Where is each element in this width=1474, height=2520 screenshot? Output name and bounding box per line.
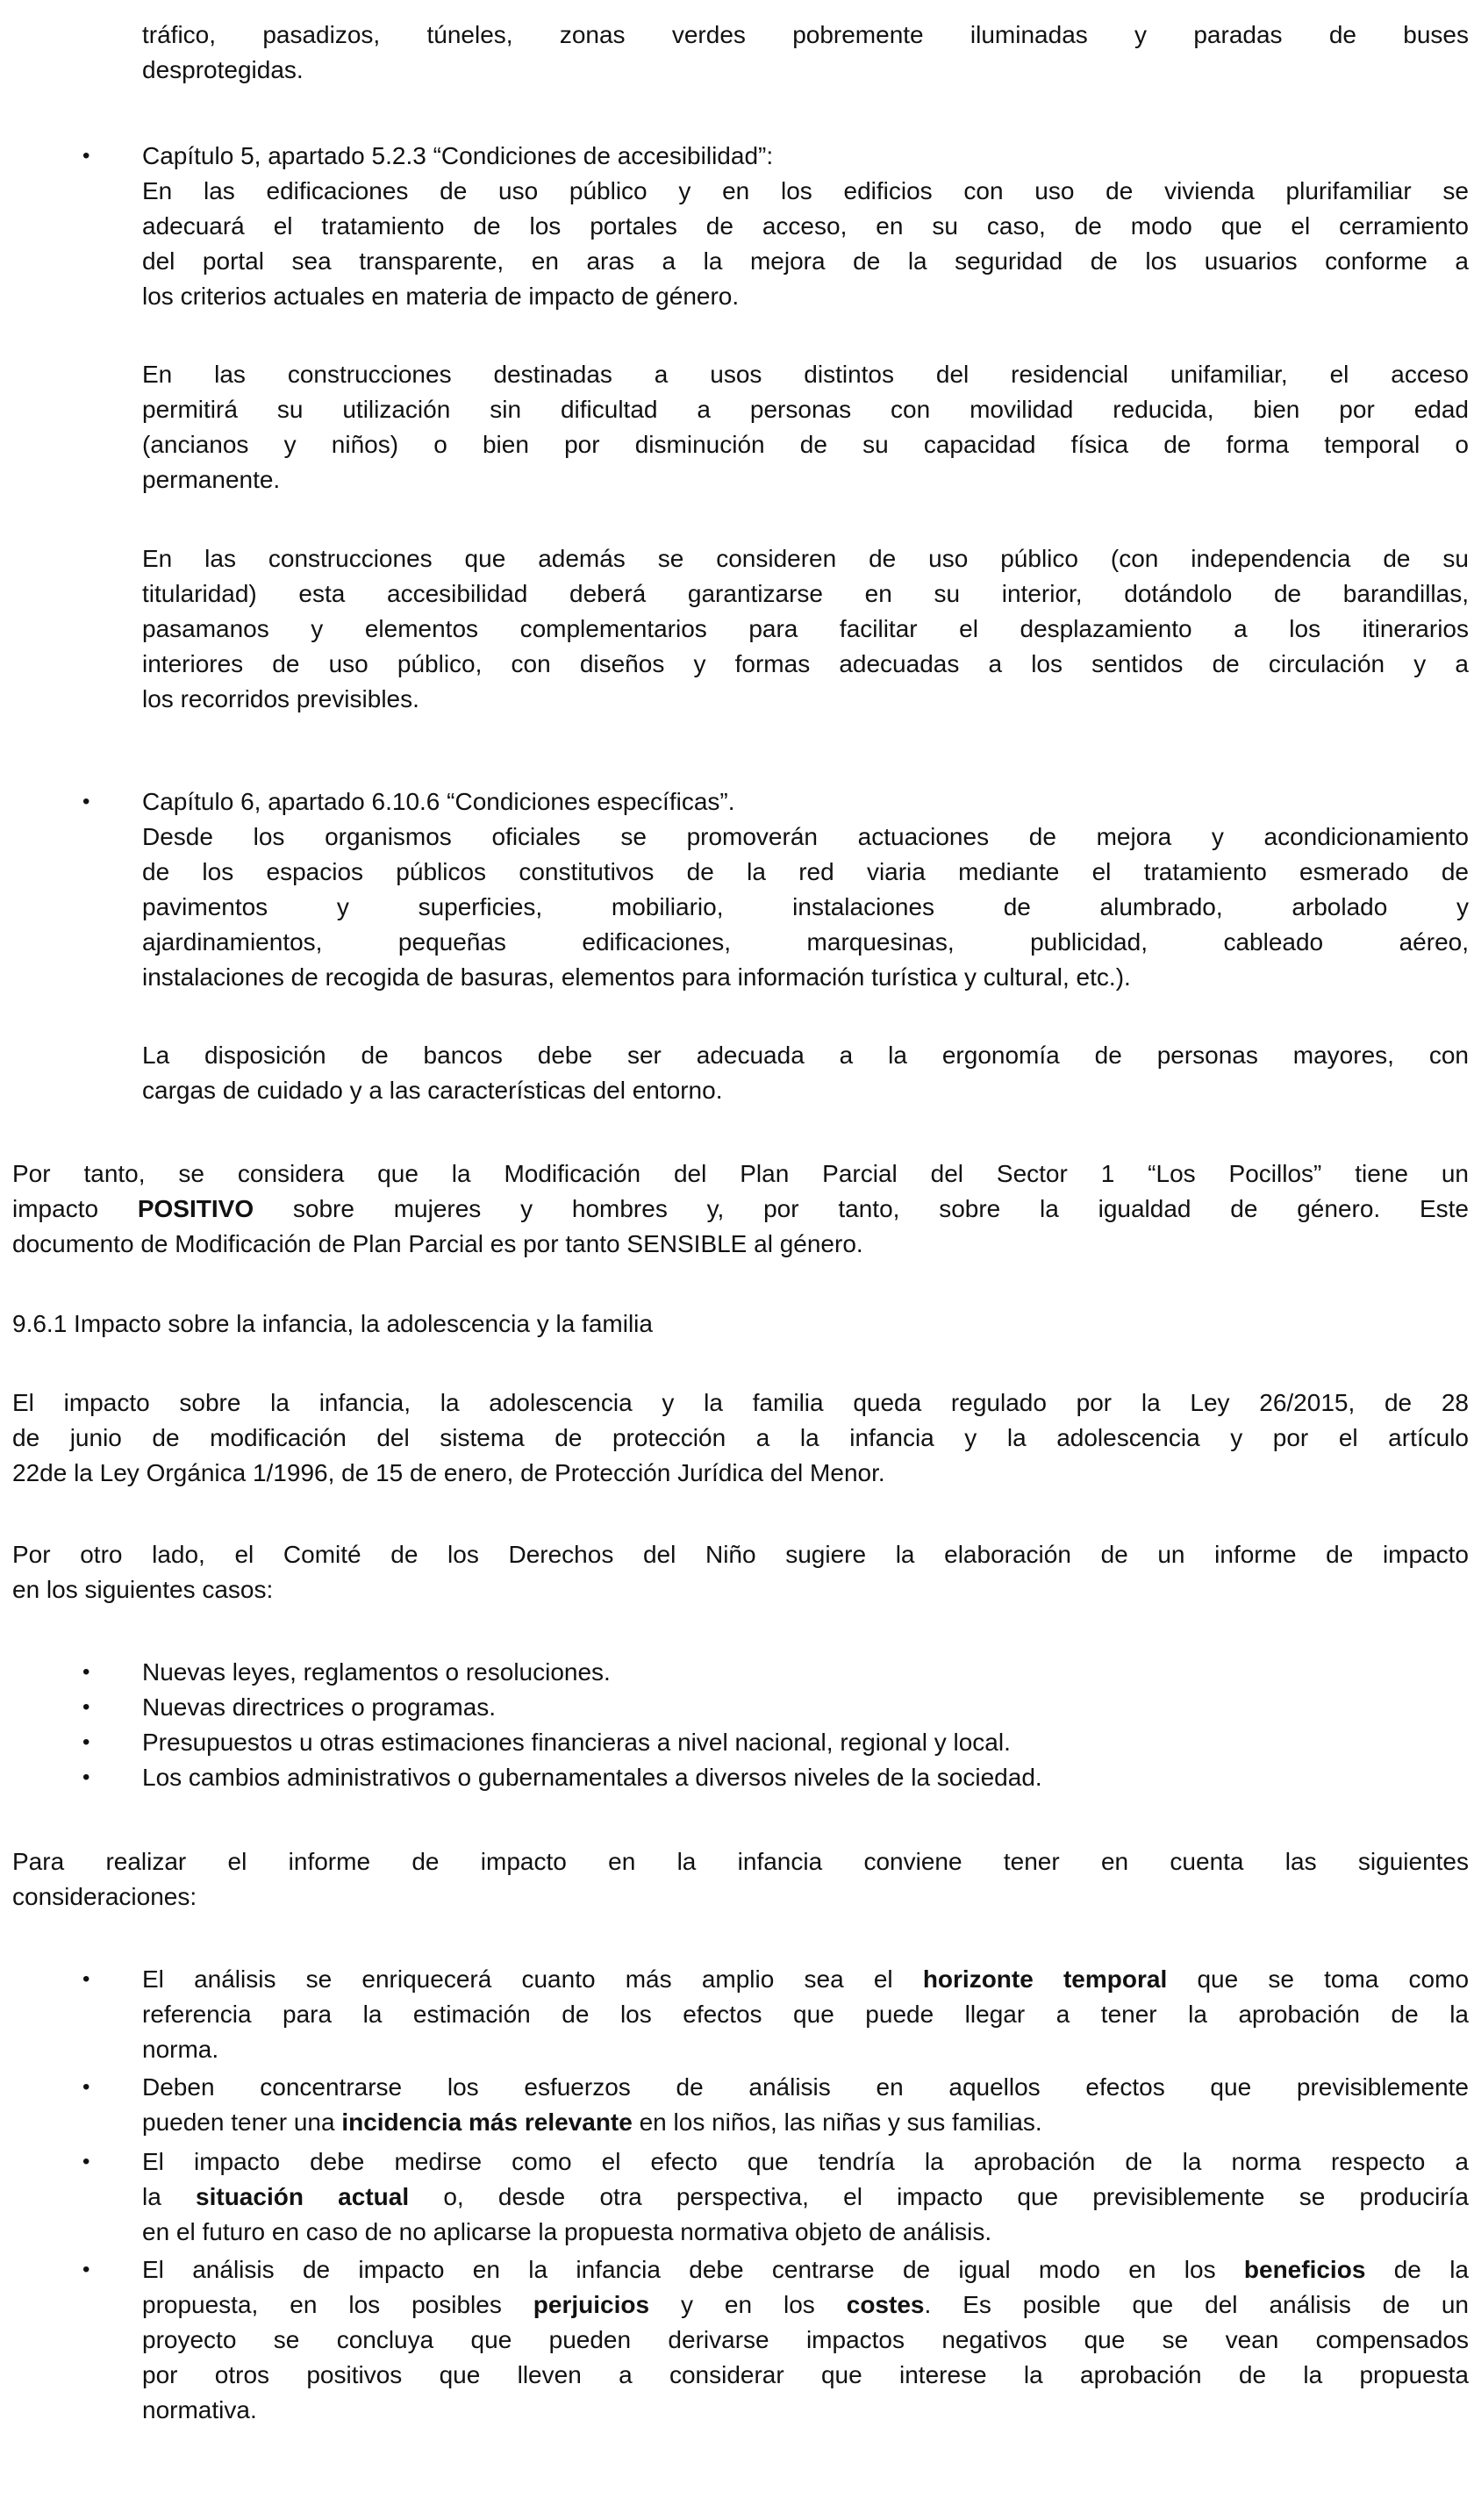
text-line bbox=[142, 279, 1469, 314]
bullet-item bbox=[82, 2144, 1470, 2250]
text: documento de Modificación de Plan Parcial es por tanto SENSIBLE al género. bbox=[12, 1230, 863, 1257]
text: (ancianos y niños) o bien por disminución de su capacidad física de forma temporal o bbox=[142, 431, 1469, 458]
text: tráfico, pasadizos, túneles, zonas verdes pobremente iluminadas y paradas de buses bbox=[142, 21, 1469, 48]
text: pasamanos y elementos complementarios para facilitar el desplazamiento a los itinerarios bbox=[142, 615, 1469, 642]
text-line bbox=[12, 1456, 1469, 1491]
text-line bbox=[12, 1572, 1469, 1607]
bullet-icon: • bbox=[82, 790, 90, 813]
text: En las construcciones que además se consideren de uso público (con independencia de su bbox=[142, 545, 1469, 572]
bullet-icon: • bbox=[82, 1967, 90, 1991]
paragraph bbox=[12, 1156, 1469, 1262]
text: pavimentos y superficies, mobiliario, instalaciones de alumbrado, arbolado y bbox=[142, 893, 1469, 920]
paragraph bbox=[12, 1385, 1469, 1491]
bullet-item bbox=[82, 1760, 1469, 1795]
text-line bbox=[142, 2215, 1469, 2250]
text-line bbox=[142, 2287, 1469, 2323]
bullet-icon: • bbox=[82, 1695, 90, 1719]
text: de junio de modificación del sistema de protección a la infancia y la adolescencia y por el artículo bbox=[12, 1424, 1469, 1451]
text: referencia para la estimación de los efectos que puede llegar a tener la aprobación de la bbox=[142, 2001, 1469, 2028]
text: desprotegidas. bbox=[142, 56, 304, 83]
bullet-item bbox=[82, 2252, 1470, 2428]
text-line bbox=[12, 1421, 1469, 1456]
text: que se toma como bbox=[1167, 1965, 1470, 1993]
bullet-item bbox=[82, 1962, 1470, 2067]
text: Desde los organismos oficiales se promoverán actuaciones de mejora y acondicionamiento bbox=[142, 823, 1469, 850]
text: El análisis de impacto en la infancia debe centrarse de igual modo en los bbox=[142, 2256, 1244, 2283]
text-line bbox=[142, 1690, 1469, 1725]
text: El impacto sobre la infancia, la adolescencia y la familia queda regulado por la Ley 26/2015, de 28 bbox=[12, 1389, 1469, 1416]
text-line bbox=[142, 357, 1469, 392]
text-line bbox=[142, 2358, 1469, 2393]
text: . Es posible que del análisis de un bbox=[924, 2291, 1470, 2318]
bullet-item bbox=[82, 2070, 1469, 2140]
bullet-item bbox=[82, 1690, 1469, 1725]
text-line bbox=[142, 1073, 1469, 1108]
text-line bbox=[142, 53, 1469, 88]
bold-text: POSITIVO bbox=[137, 1195, 254, 1222]
text: la bbox=[142, 2183, 197, 2210]
text: Los cambios administrativos o gubernamentales a diversos niveles de la sociedad. bbox=[142, 1764, 1042, 1791]
text-line bbox=[142, 1760, 1469, 1795]
text: permitirá su utilización sin dificultad a personas con movilidad reducida, bien por edad bbox=[142, 396, 1469, 423]
paragraph bbox=[142, 18, 1469, 88]
text-line bbox=[12, 1192, 1469, 1227]
text: por otros positivos que lleven a considerar que interese la aprobación de la propuesta bbox=[142, 2361, 1469, 2388]
text-line bbox=[142, 244, 1469, 279]
text-line bbox=[142, 462, 1469, 498]
text-line bbox=[142, 682, 1469, 717]
text-line bbox=[142, 1997, 1469, 2032]
text: instalaciones de recogida de basuras, elementos para información turística y cultural, etc.). bbox=[142, 963, 1131, 991]
text: Por otro lado, el Comité de los Derechos del Niño sugiere la elaboración de un informe de impacto bbox=[12, 1541, 1469, 1568]
text-line bbox=[142, 392, 1469, 427]
text-line bbox=[142, 576, 1469, 612]
bold-text: incidencia más relevante bbox=[341, 2108, 633, 2136]
text: impacto bbox=[12, 1195, 138, 1222]
text-line bbox=[142, 2144, 1469, 2180]
bold-text: perjuicios bbox=[533, 2291, 650, 2318]
text-line bbox=[142, 925, 1469, 960]
text-line bbox=[142, 1655, 1469, 1690]
text-line bbox=[142, 427, 1469, 462]
text: en el futuro en caso de no aplicarse la propuesta normativa objeto de análisis. bbox=[142, 2218, 992, 2245]
bullet-icon: • bbox=[82, 1660, 90, 1684]
text-line bbox=[142, 1962, 1469, 1997]
bullet-icon: • bbox=[82, 144, 90, 168]
text-line bbox=[142, 174, 1469, 209]
text: Deben concentrarse los esfuerzos de análisis en aquellos efectos que previsiblemente bbox=[142, 2073, 1469, 2101]
text: cargas de cuidado y a las características del entorno. bbox=[142, 1077, 723, 1104]
text: normativa. bbox=[142, 2396, 257, 2423]
text: Nuevas leyes, reglamentos o resoluciones. bbox=[142, 1658, 611, 1686]
text: La disposición de bancos debe ser adecuada a la ergonomía de personas mayores, con bbox=[142, 1042, 1469, 1069]
bold-text: beneficios bbox=[1243, 2256, 1366, 2283]
text: del portal sea transparente, en aras a la mejora de la seguridad de los usuarios conforme a bbox=[142, 247, 1469, 275]
text-line bbox=[12, 1385, 1469, 1421]
text-line bbox=[142, 209, 1469, 244]
text: Nuevas directrices o programas. bbox=[142, 1693, 497, 1721]
text-line bbox=[142, 647, 1469, 682]
paragraph bbox=[12, 1844, 1469, 1915]
text: en los siguientes casos: bbox=[12, 1576, 274, 1603]
text-line bbox=[142, 18, 1469, 53]
text: Capítulo 5, apartado 5.2.3 “Condiciones de accesibilidad”: bbox=[142, 142, 774, 169]
text: El análisis se enriquecerá cuanto más amplio sea el bbox=[142, 1965, 923, 1993]
text: 22de la Ley Orgánica 1/1996, de 15 de enero, de Protección Jurídica del Menor. bbox=[12, 1459, 885, 1486]
bullet-item bbox=[82, 784, 1469, 995]
text-line bbox=[142, 612, 1469, 647]
text: permanente. bbox=[142, 466, 281, 493]
paragraph bbox=[142, 357, 1469, 498]
text-line bbox=[142, 820, 1469, 855]
text: pueden tener una bbox=[142, 2108, 342, 2136]
text: 9.6.1 Impacto sobre la infancia, la adolescencia y la familia bbox=[12, 1310, 653, 1337]
text-line bbox=[12, 1156, 1469, 1192]
bullet-icon: • bbox=[82, 1765, 90, 1789]
text: los criterios actuales en materia de impacto de género. bbox=[142, 283, 740, 310]
text: y en los bbox=[649, 2291, 847, 2318]
text-line bbox=[12, 1537, 1469, 1572]
text: en los niños, las niñas y sus familias. bbox=[632, 2108, 1042, 2136]
text-line bbox=[12, 1307, 1469, 1342]
text: titularidad) esta accesibilidad deberá garantizarse en su interior, dotándolo de barandillas, bbox=[142, 580, 1469, 607]
text: norma. bbox=[142, 2036, 219, 2063]
text-line bbox=[142, 2252, 1469, 2287]
text: adecuará el tratamiento de los portales de acceso, en su caso, de modo que el cerramiento bbox=[142, 212, 1469, 240]
text-line bbox=[142, 2105, 1469, 2140]
text-line bbox=[142, 1725, 1469, 1760]
text: En las edificaciones de uso público y en los edificios con uso de vivienda plurifamiliar se bbox=[142, 177, 1469, 204]
paragraph bbox=[142, 1038, 1469, 1108]
paragraph bbox=[142, 541, 1469, 717]
bullet-icon: • bbox=[82, 2075, 90, 2099]
text: ajardinamientos, pequeñas edificaciones, marquesinas, publicidad, cableado aéreo, bbox=[142, 928, 1469, 956]
text: sobre mujeres y hombres y, por tanto, sobre la igualdad de género. Este bbox=[254, 1195, 1470, 1222]
text-line bbox=[142, 2180, 1469, 2215]
text: Presupuestos u otras estimaciones financieras a nivel nacional, regional y local. bbox=[142, 1729, 1011, 1756]
text-line bbox=[142, 2393, 1469, 2428]
bullet-item bbox=[82, 1725, 1469, 1760]
text-line bbox=[142, 541, 1469, 576]
paragraph bbox=[12, 1537, 1469, 1607]
bullet-item bbox=[82, 139, 1469, 314]
text: En las construcciones destinadas a usos distintos del residencial unifamiliar, el acceso bbox=[142, 361, 1469, 388]
text-line bbox=[142, 784, 1469, 820]
bullet-icon: • bbox=[82, 2150, 90, 2173]
text-line bbox=[142, 1038, 1469, 1073]
bold-text: situación actual bbox=[196, 2183, 410, 2210]
paragraph bbox=[12, 1307, 1469, 1342]
bullet-item bbox=[82, 1655, 1469, 1690]
bold-text: horizonte temporal bbox=[922, 1965, 1168, 1993]
text: de la bbox=[1365, 2256, 1469, 2283]
text: El impacto debe medirse como el efecto que tendría la aprobación de la norma respecto a bbox=[142, 2148, 1469, 2175]
text: de los espacios públicos constitutivos de la red viaria mediante el tratamiento esmerado de bbox=[142, 858, 1469, 885]
text: propuesta, en los posibles bbox=[142, 2291, 533, 2318]
text-line bbox=[142, 139, 1469, 174]
text-line bbox=[142, 2323, 1469, 2358]
text-line bbox=[12, 1844, 1469, 1879]
text: o, desde otra perspectiva, el impacto que previsiblemente se produciría bbox=[409, 2183, 1470, 2210]
text: Para realizar el informe de impacto en la infancia conviene tener en cuenta las siguientes bbox=[12, 1848, 1469, 1875]
text-line bbox=[12, 1227, 1469, 1262]
bold-text: costes bbox=[846, 2291, 925, 2318]
text: consideraciones: bbox=[12, 1883, 197, 1910]
text: Capítulo 6, apartado 6.10.6 “Condiciones específicas”. bbox=[142, 788, 735, 815]
text-line bbox=[142, 855, 1469, 890]
bullet-icon: • bbox=[82, 1730, 90, 1754]
text: interiores de uso público, con diseños y formas adecuadas a los sentidos de circulación y a bbox=[142, 650, 1469, 677]
bullet-icon: • bbox=[82, 2258, 90, 2281]
text-line bbox=[142, 2070, 1469, 2105]
text: Por tanto, se considera que la Modificación del Plan Parcial del Sector 1 “Los Pocillos” tiene un bbox=[12, 1160, 1469, 1187]
text-line bbox=[142, 960, 1469, 995]
text: los recorridos previsibles. bbox=[142, 685, 419, 712]
text: proyecto se concluya que pueden derivarse impactos negativos que se vean compensados bbox=[142, 2326, 1469, 2353]
text-line bbox=[12, 1879, 1469, 1915]
text-line bbox=[142, 890, 1469, 925]
text-line bbox=[142, 2032, 1469, 2067]
